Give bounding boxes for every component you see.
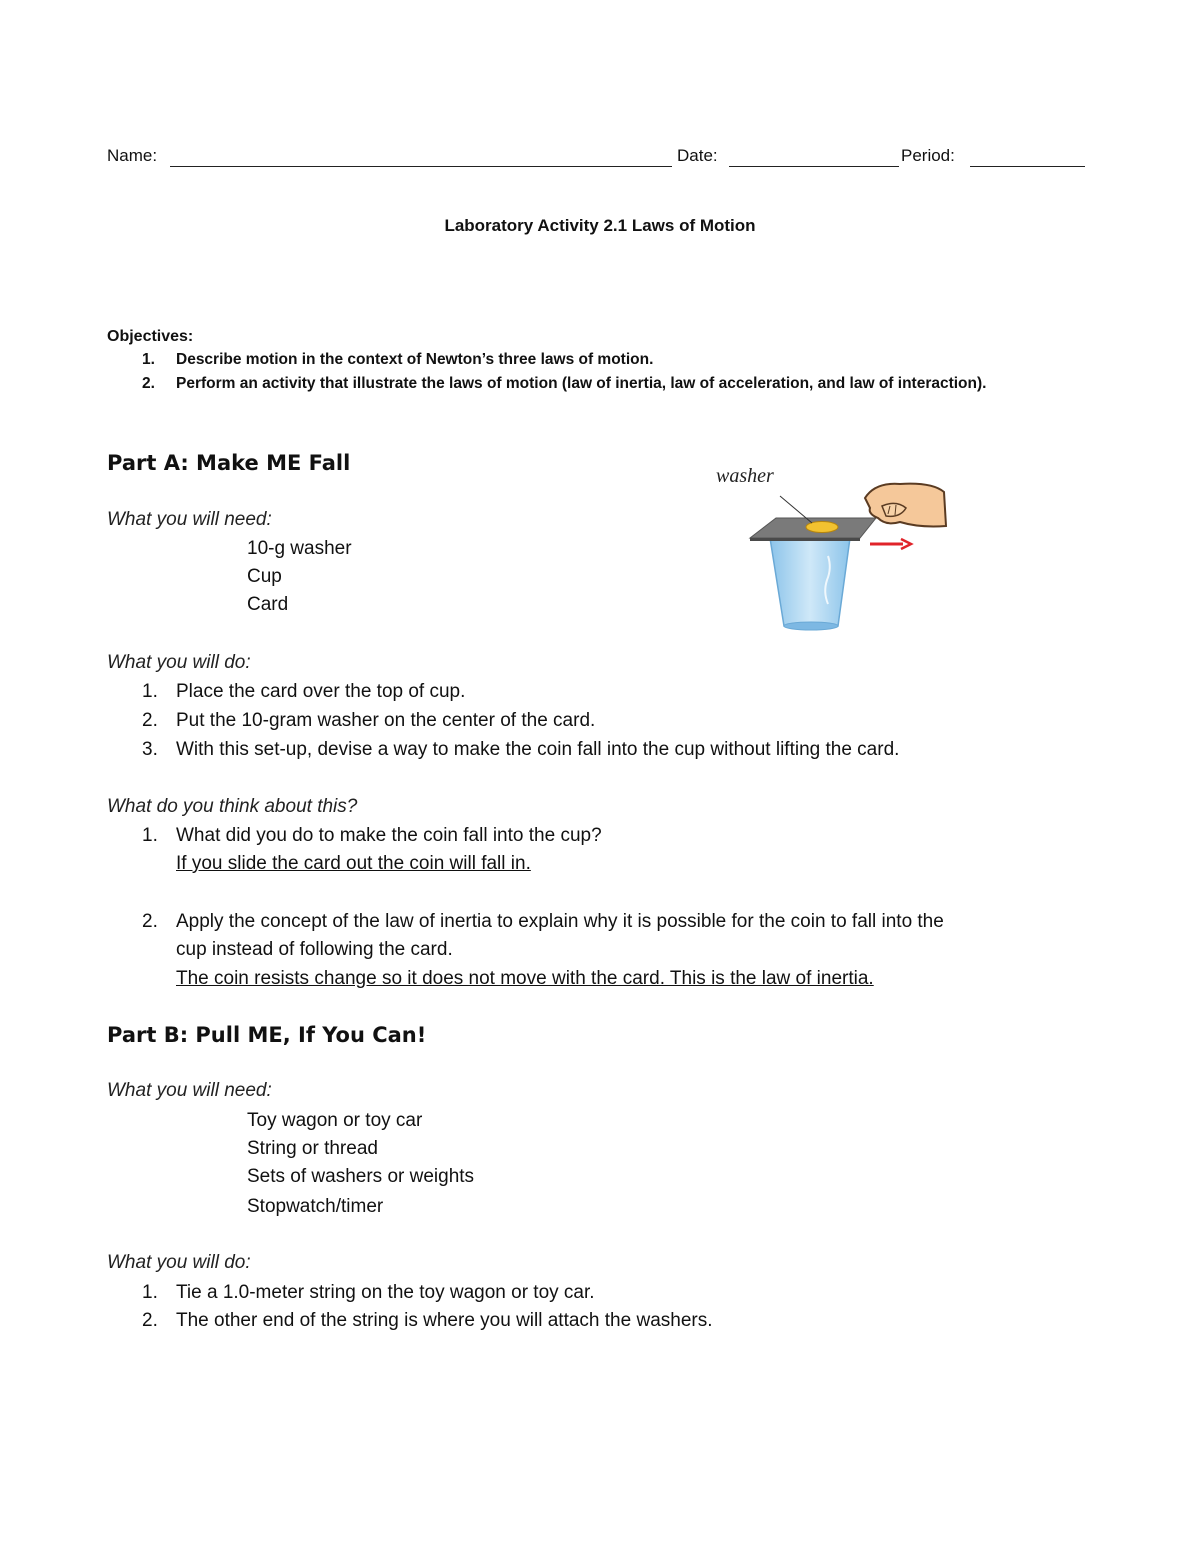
washer-shape [806, 522, 838, 533]
part-a-need-label: What you will need: [107, 509, 272, 530]
step-item: 1. Tie a 1.0-meter string on the toy wagon or toy car. [142, 1282, 595, 1303]
hand-shape [865, 484, 946, 527]
cup-shape [770, 538, 850, 626]
part-b-need-label: What you will need: [107, 1080, 272, 1101]
washer-label: washer [716, 465, 774, 487]
part-b-heading: Part B: Pull ME, If You Can! [107, 1023, 427, 1047]
objectives-label: Objectives: [107, 328, 194, 345]
page-title: Laboratory Activity 2.1 Laws of Motion [444, 216, 756, 235]
objective-item: 2. Perform an activity that illustrate the laws of motion (law of inertia, law of acceleration, and law of interaction). [142, 375, 987, 392]
cup-base [784, 622, 838, 630]
answer-text: If you slide the card out the coin will fall in. [176, 853, 531, 874]
material-item: 10-g washer [247, 538, 352, 559]
question-item: 1. What did you do to make the coin fall into the cup? [142, 825, 602, 846]
washer-cup-figure [700, 456, 960, 641]
question-continuation: cup instead of following the card. [176, 939, 453, 960]
objective-item: 1. Describe motion in the context of Newton’s three laws of motion. [142, 351, 654, 368]
period-blank[interactable] [970, 166, 1085, 167]
name-label: Name: [107, 146, 158, 165]
washer-cup-illustration [700, 456, 960, 641]
part-a-heading: Part A: Make ME Fall [107, 451, 351, 475]
step-item: 2. The other end of the string is where you will attach the washers. [142, 1310, 713, 1331]
question-item: 2. Apply the concept of the law of inertia to explain why it is possible for the coin to fall into the [142, 911, 944, 932]
step-item: 3. With this set-up, devise a way to make the coin fall into the cup without lifting the card. [142, 739, 900, 760]
period-label: Period: [901, 146, 955, 165]
name-blank[interactable] [170, 166, 672, 167]
step-item: 2. Put the 10-gram washer on the center of the card. [142, 710, 596, 731]
part-b-do-label: What you will do: [107, 1252, 251, 1273]
date-blank[interactable] [729, 166, 899, 167]
material-item: Toy wagon or toy car [247, 1110, 423, 1131]
material-item: Cup [247, 566, 282, 587]
material-item: Stopwatch/timer [247, 1196, 384, 1217]
step-item: 1. Place the card over the top of cup. [142, 681, 466, 702]
part-a-think-label: What do you think about this? [107, 796, 358, 817]
material-item: Card [247, 594, 289, 615]
material-item: String or thread [247, 1138, 378, 1159]
material-item: Sets of washers or weights [247, 1166, 475, 1187]
part-a-do-label: What you will do: [107, 652, 251, 673]
date-label: Date: [677, 146, 718, 165]
answer-text: The coin resists change so it does not move with the card. This is the law of inertia. [176, 968, 874, 989]
